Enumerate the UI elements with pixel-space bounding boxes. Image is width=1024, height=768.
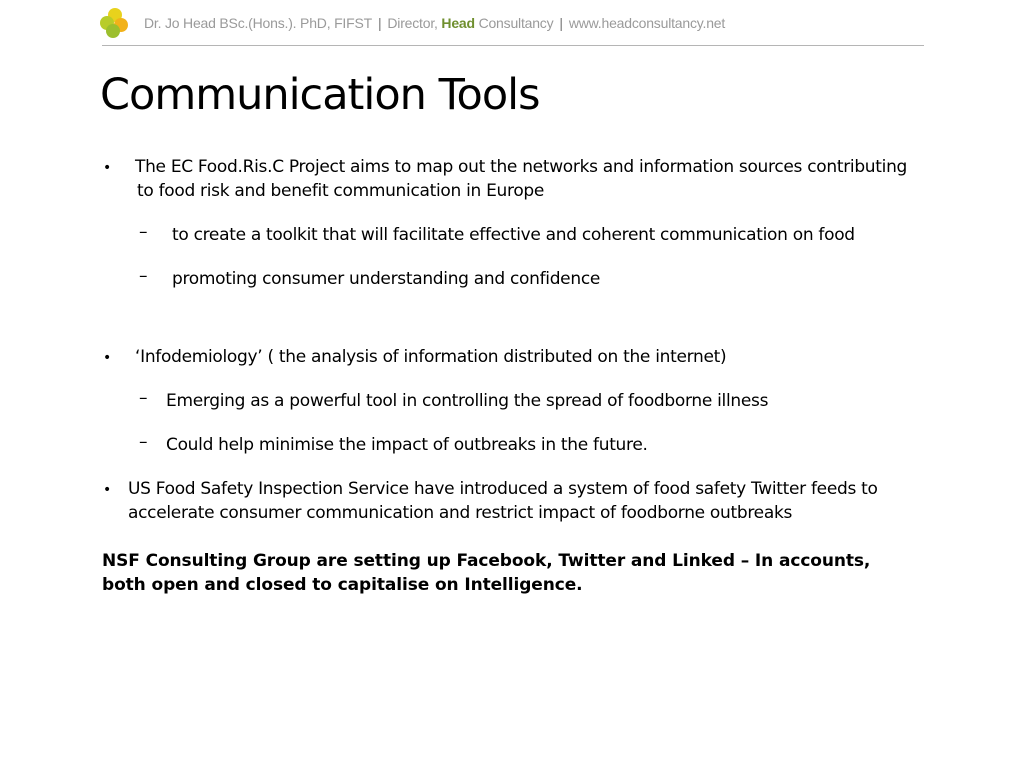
slide-title: Communication Tools bbox=[100, 70, 540, 120]
header-role: Director, bbox=[387, 15, 438, 31]
header-separator-2: | bbox=[559, 15, 563, 31]
bullet-1-subitem-1: to create a toolkit that will facilitate effective and coherent communication on food bbox=[172, 225, 855, 245]
bullet-2-subitem-2: Could help minimise the impact of outbreaks in the future. bbox=[166, 435, 648, 455]
logo-petal-icon bbox=[106, 24, 120, 38]
bullet-marker: • bbox=[103, 160, 112, 176]
header-divider bbox=[102, 45, 924, 46]
header-website: www.headconsultancy.net bbox=[568, 15, 726, 31]
bullet-marker: • bbox=[103, 350, 112, 366]
bullet-1-line-1: The EC Food.Ris.C Project aims to map out the networks and information sources contributing bbox=[135, 157, 908, 177]
bullet-1-line-2: to food risk and benefit communication in Europe bbox=[137, 181, 545, 201]
header-bar bbox=[100, 6, 725, 40]
sub-bullet-marker: – bbox=[139, 388, 148, 408]
closing-line-1: NSF Consulting Group are setting up Facebook, Twitter and Linked – In accounts, bbox=[102, 551, 871, 571]
header-brand: Head bbox=[441, 15, 475, 31]
head-consultancy-logo-icon bbox=[100, 8, 130, 38]
sub-bullet-marker: – bbox=[139, 266, 148, 286]
bullet-2-subitem-1: Emerging as a powerful tool in controlling the spread of foodborne illness bbox=[166, 391, 769, 411]
sub-bullet-marker: – bbox=[139, 222, 148, 242]
sub-bullet-marker: – bbox=[139, 432, 148, 452]
bullet-1-subitem-2: promoting consumer understanding and confidence bbox=[172, 269, 601, 289]
bullet-2-line-1: ‘Infodemiology’ ( the analysis of information distributed on the internet) bbox=[135, 347, 727, 367]
bullet-3-line-1: US Food Safety Inspection Service have introduced a system of food safety Twitter feeds to bbox=[128, 479, 878, 499]
closing-line-2: both open and closed to capitalise on Intelligence. bbox=[102, 575, 583, 595]
bullet-marker: • bbox=[103, 482, 112, 498]
header-author: Dr. Jo Head BSc.(Hons.). PhD, FIFST bbox=[144, 15, 372, 31]
header-separator: | bbox=[377, 15, 382, 31]
header-company: Consultancy bbox=[478, 15, 554, 31]
bullet-3-line-2: accelerate consumer communication and restrict impact of foodborne outbreaks bbox=[128, 503, 793, 523]
header-credits bbox=[144, 15, 725, 31]
